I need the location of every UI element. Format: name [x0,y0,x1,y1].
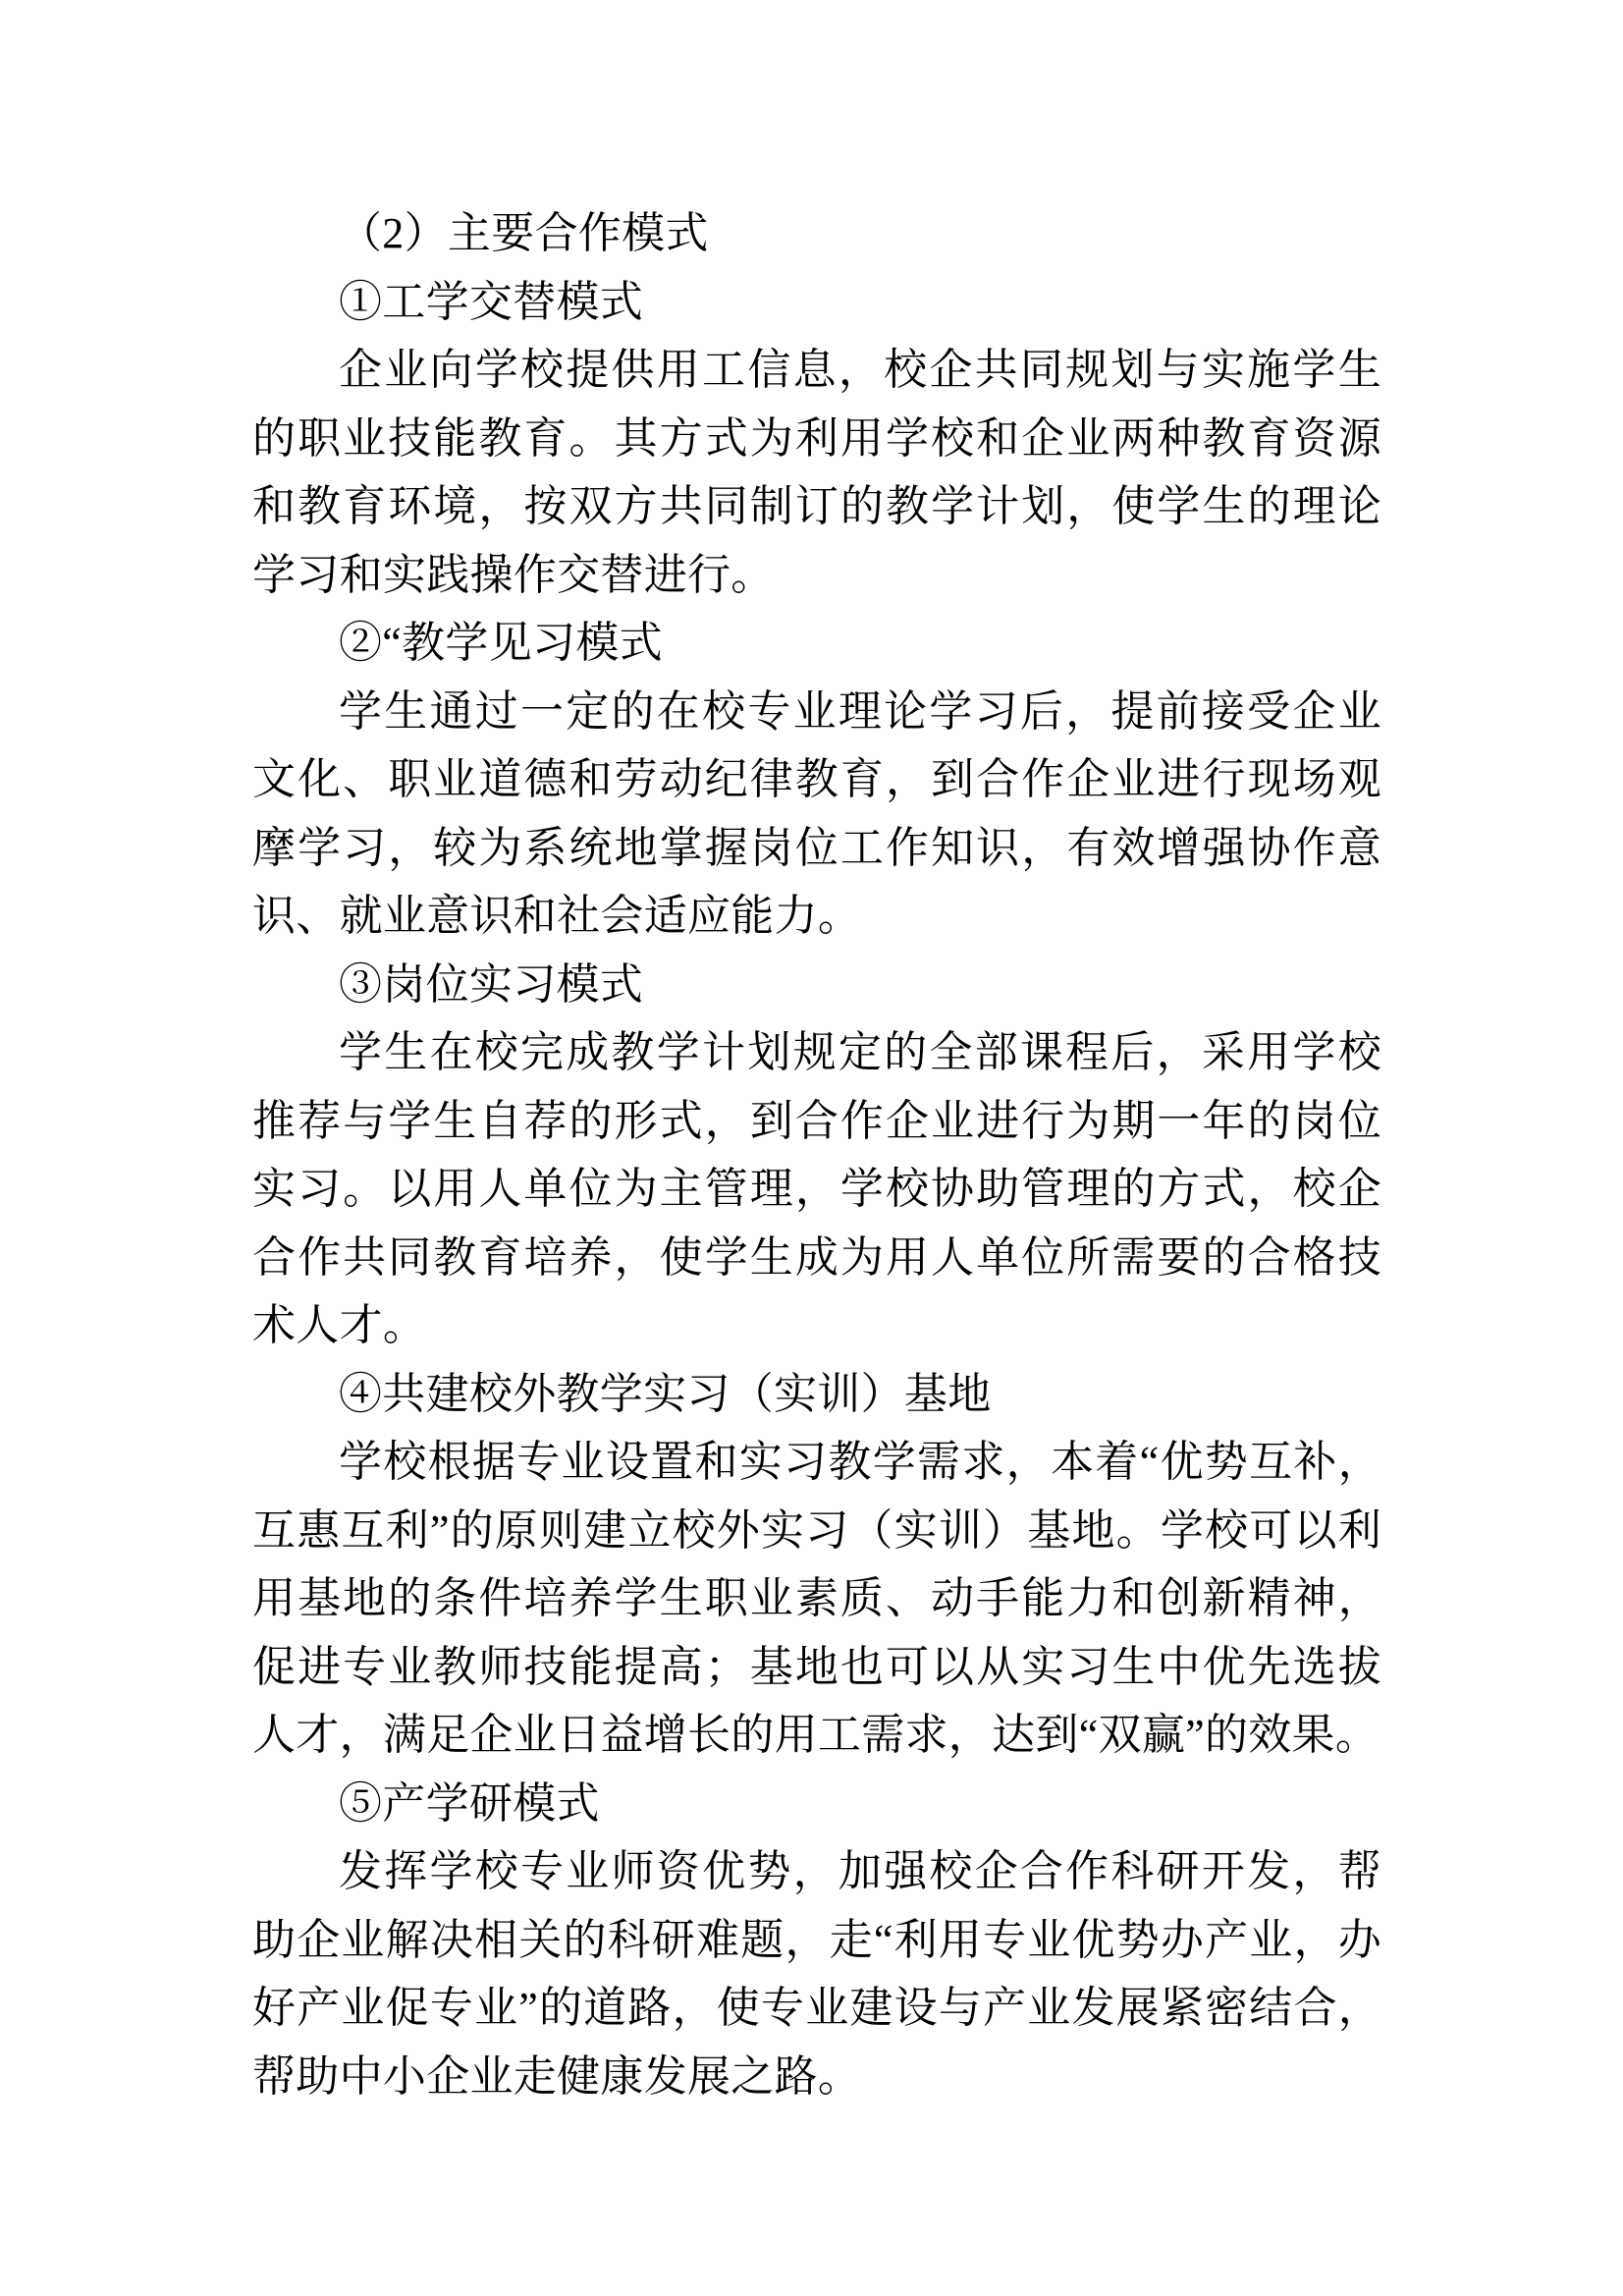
mode-3-heading: ③岗位实习模式 [339,959,644,1009]
mode-4-paragraph: 学校根据专业设置和实习教学需求，本着“优势互补，互惠互利”的原则建立校外实习（实训）基地。学校可以利用基地的条件培养学生职业素质、动手能力和创新精神，促进专业教师技能提高；基地也可以从实习生中优先选拔人才，满足企业日益增长的用工需求，达到“双赢”的效果。 [252,1438,1381,1759]
document-text-block [252,199,1381,2110]
mode-2-paragraph: 学生通过一定的在校专业理论学习后，提前接受企业文化、职业道德和劳动纪律教育，到合作企业进行现场观摩学习，较为系统地掌握岗位工作知识，有效增强协作意识、就业意识和社会适应能力。 [252,686,1381,940]
mode-1-heading: ①工学交替模式 [339,277,644,326]
mode-2-heading: ②“教学见习模式 [339,619,663,667]
mode-1-paragraph: 企业向学校提供用工信息，校企共同规划与实施学生的职业技能教育。其方式为利用学校和企业两种教育资源和教育环境，按双方共同制订的教学计划，使学生的理论学习和实践操作交替进行。 [252,346,1381,599]
section-heading: （2）主要合作模式 [339,209,709,257]
mode-5-heading: ⑤产学研模式 [339,1778,600,1828]
mode-5-paragraph: 发挥学校专业师资优势，加强校企合作科研开发，帮助企业解决相关的科研难题，走“利用专业优势办产业，办好产业促专业”的道路，使专业建设与产业发展紧密结合，帮助中小企业走健康发展之路。 [252,1847,1381,2101]
mode-4-heading: ④共建校外教学实习（实训）基地 [339,1369,992,1418]
mode-3-paragraph: 学生在校完成教学计划规定的全部课程后，采用学校推荐与学生自荐的形式，到合作企业进行为期一年的岗位实习。以用人单位为主管理，学校协助管理的方式，校企合作共同教育培养，使学生成为用人单位所需要的合格技术人才。 [252,1028,1381,1349]
